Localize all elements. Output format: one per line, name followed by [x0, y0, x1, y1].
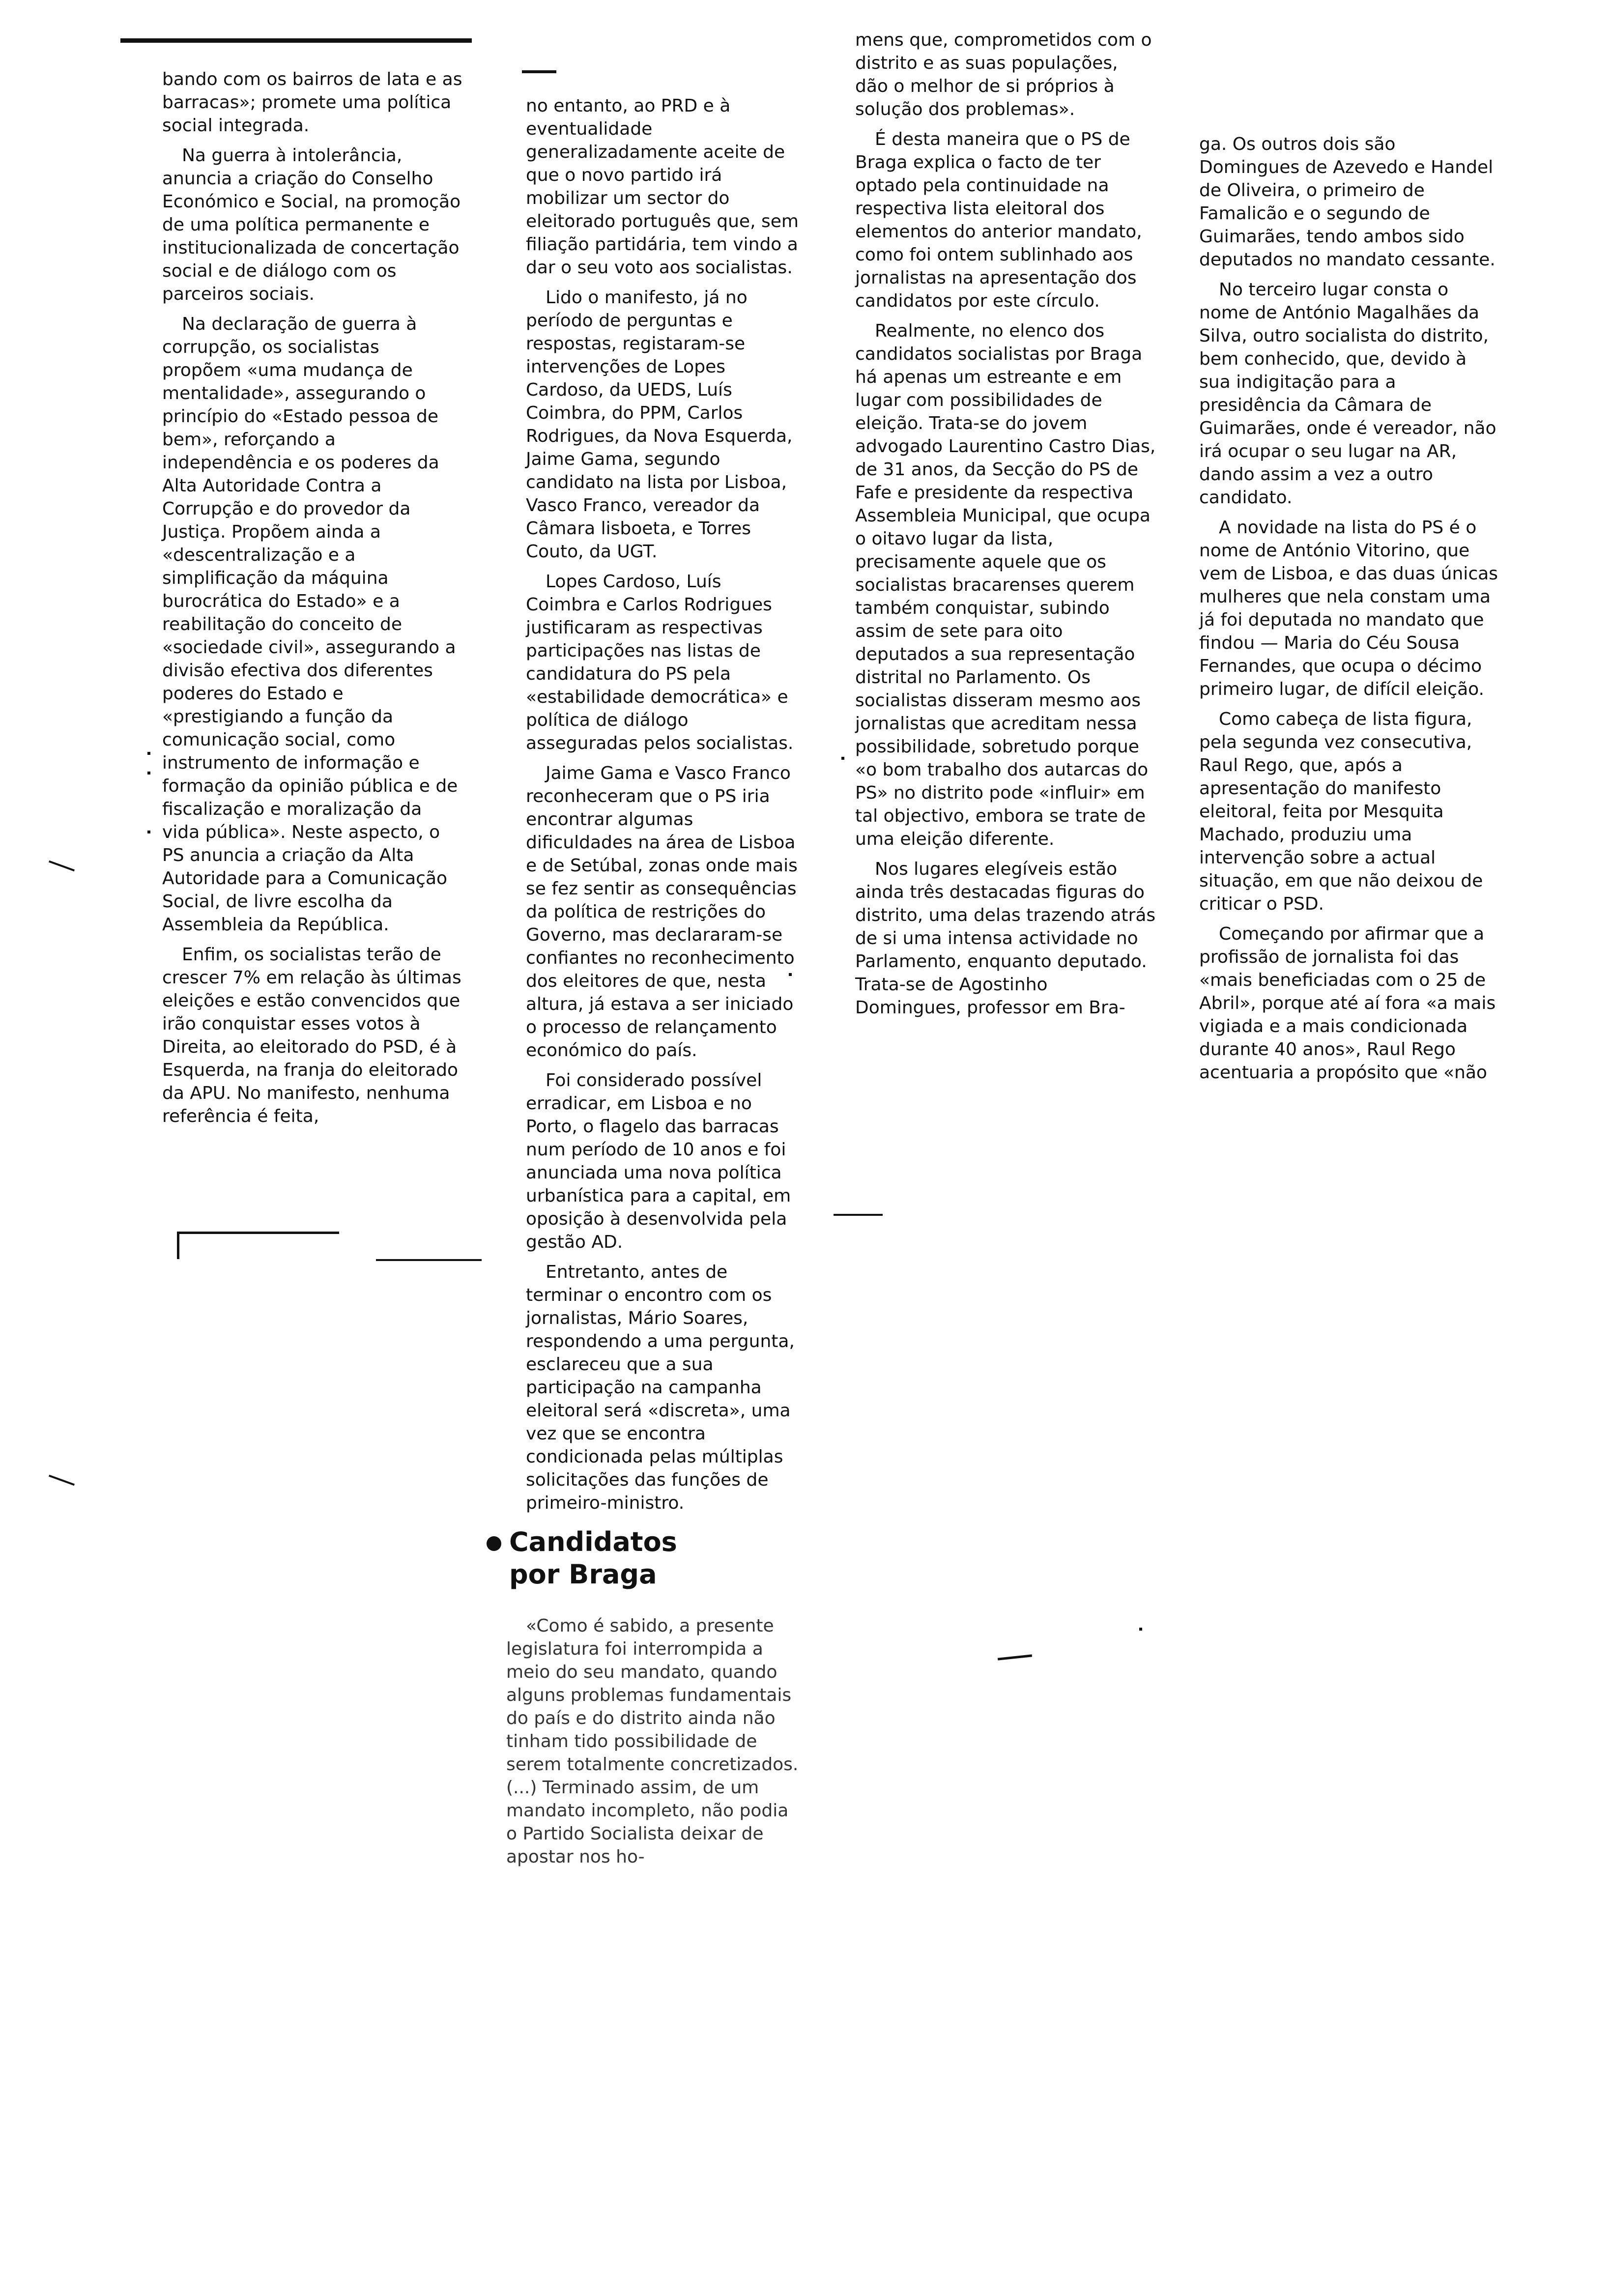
- bottom-rule-col1: [177, 1232, 339, 1234]
- paragraph: Foi considerado possível erradicar, em Lisboa e no Porto, o flagelo das barracas num período de 10 anos e foi anunciada uma nova política urbanística para a capital, em oposição à desenvolvida pela gestão AD.: [526, 1070, 791, 1252]
- paragraph: Nos lugares elegíveis estão ainda três destacadas figuras do distrito, uma delas trazendo atrás de si uma intensa actividade no Parlamento, enquanto deputado. Trata-se de Agostinho Domingues, professor em Bra-: [855, 859, 1156, 1018]
- paragraph: Realmente, no elenco dos candidatos socialistas por Braga há apenas um estreante e em lugar com possibilidades de eleição. Trata-se do jovem advogado Laurentino Castro Dias, de 31 anos, da Secção do PS de Fafe e presidente da respectiva Assembleia Municipal, que ocupa o oitavo lugar da lista, precisamente aquele que os socialistas bracarenses querem também conquistar, subindo assim de sete para oito deputados a sua representação distrital no Parlamento. Os socialistas disseram mesmo aos jornalistas que acreditam nessa possibilidade, sobretudo porque «o bom trabalho dos autarcas do PS» no distrito pode «influir» em tal objectivo, embora se trate de uma eleição diferente.: [855, 321, 1156, 849]
- paragraph: ga. Os outros dois são Domingues de Azevedo e Handel de Oliveira, o primeiro de Famalicão e o segundo de Guimarães, tendo ambos sido deputados no mandato cessante.: [1199, 134, 1496, 270]
- top-rule: [120, 38, 472, 43]
- article-column-3: [855, 29, 1156, 1026]
- margin-mark: [841, 757, 844, 760]
- dash-mark: [522, 70, 556, 73]
- margin-mark: [49, 1475, 75, 1486]
- subheading-line-1: Candidatos: [509, 1526, 677, 1557]
- bottom-rule-col3: [834, 1214, 883, 1216]
- bracket-mark: [177, 1232, 179, 1259]
- bottom-rule-col2: [376, 1259, 482, 1261]
- paragraph: Na declaração de guerra à corrupção, os socialistas propõem «uma mudança de mentalidade», assegurando o princípio do «Estado pessoa de bem», reforçando a independência e os poderes da Alta Autoridade Contra a Corrupção e do provedor da Justiça. Propõem ainda a «descentralização e a simplificação da máquina burocrática do Estado» e a reabilitação do conceito de «sociedade civil», assegurando a divisão efectiva dos diferentes poderes do Estado e «prestigiando a função da comunicação social, como instrumento de informação e formação da opinião pública e de fiscalização e moralização da vida pública». Neste aspecto, o PS anuncia a criação da Alta Autoridade para a Comunicação Social, de livre escolha da Assembleia da República.: [162, 314, 458, 935]
- paragraph: Lido o manifesto, já no período de perguntas e respostas, registaram-se intervenções de Lopes Cardoso, da UEDS, Luís Coimbra, do PPM, Carlos Rodrigues, da Nova Esquerda, Jaime Gama, segundo candidato na lista por Lisboa, Vasco Franco, vereador da Câmara lisboeta, e Torres Couto, da UGT.: [526, 287, 793, 562]
- subheading: [487, 1526, 801, 1591]
- paragraph: Entretanto, antes de terminar o encontro com os jornalistas, Mário Soares, respondendo a uma pergunta, esclareceu que a sua participação na campanha eleitoral será «discreta», uma vez que se encontra condicionada pelas múltiplas solicitações das funções de primeiro-ministro.: [526, 1262, 795, 1513]
- margin-mark: [147, 772, 150, 775]
- dash-mark: [998, 1654, 1032, 1660]
- paragraph: Lopes Cardoso, Luís Coimbra e Carlos Rodrigues justificaram as respectivas participações nas listas de candidatura do PS pela «estabilidade democrática» e política de diálogo asseguradas pelos socialistas.: [526, 572, 794, 753]
- paragraph: É desta maneira que o PS de Braga explica o facto de ter optado pela continuidade na respectiva lista eleitoral dos elementos do anterior mandato, como foi ontem sublinhado aos jornalistas na apresentação dos candidatos por este círculo.: [855, 129, 1142, 311]
- paragraph: Jaime Gama e Vasco Franco reconheceram que o PS iria encontrar algumas dificuldades na área de Lisboa e de Setúbal, zonas onde mais se fez sentir as consequências da política de restrições do Governo, mas declararam-se confiantes no reconhecimento dos eleitores de que, nesta altura, já estava a ser iniciado o processo de relançamento económico do país.: [526, 763, 798, 1061]
- paragraph: Enfim, os socialistas terão de crescer 7% em relação às últimas eleições e estão convencidos que irão conquistar esses votos à Direita, ao eleitorado do PSD, é à Esquerda, na franja do eleitorado da APU. No manifesto, nenhuma referência é feita,: [162, 945, 461, 1126]
- paragraph: Começando por afirmar que a profissão de jornalista foi das «mais beneficiadas com o 25 de Abril», porque até aí fora «a mais vigiada e a mais condicionada durante 40 anos», Raul Rego acentuaria a propósito que «não: [1199, 924, 1496, 1083]
- paragraph: Na guerra à intolerância, anuncia a criação do Conselho Económico e Social, na promoção de uma política permanente e institucionalizada de concertação social e de diálogo com os parceiros sociais.: [162, 145, 461, 304]
- article-column-4: [1199, 133, 1500, 1091]
- paragraph: bando com os bairros de lata e as barracas»; promete uma política social integrada.: [162, 69, 462, 136]
- margin-mark: [147, 831, 150, 833]
- paragraph: «Como é sabido, a presente legislatura foi interrompida a meio do seu mandato, quando alguns problemas fundamentais do país e do distrito ainda não tinham tido possibilidade de serem totalmente concretizados. (...) Terminado assim, de um mandato incompleto, não podia o Partido Socialista deixar de apostar nos ho-: [506, 1616, 799, 1867]
- subheading-line-2: por Braga: [509, 1559, 657, 1590]
- paragraph: mens que, comprometidos com o distrito e as suas populações, dão o melhor de si próprios à solução dos problemas».: [855, 30, 1152, 119]
- quote-paragraph: [506, 1614, 801, 1875]
- paragraph: A novidade na lista do PS é o nome de António Vitorino, que vem de Lisboa, e das duas únicas mulheres que nela constam uma já foi deputada no mandato que findou — Maria do Céu Sousa Fernandes, que ocupa o décimo primeiro lugar, de difícil eleição.: [1199, 517, 1498, 699]
- dot-mark: [1139, 1628, 1142, 1631]
- article-column-2: [526, 94, 801, 1521]
- paragraph: No terceiro lugar consta o nome de António Magalhães da Silva, outro socialista do distrito, bem conhecido, que, devido à sua indigitação para a presidência da Câmara de Guimarães, onde é vereador, não irá ocupar o seu lugar na AR, dando assim a vez a outro candidato.: [1199, 280, 1497, 508]
- paragraph: no entanto, ao PRD e à eventualidade generalizadamente aceite de que o novo partido irá mobilizar um sector do eleitorado português que, sem filiação partidária, tem vindo a dar o seu voto aos socialistas.: [526, 96, 799, 278]
- margin-mark: [49, 861, 75, 872]
- margin-mark: [147, 752, 150, 755]
- article-column-1: [162, 68, 463, 1135]
- bullet-icon: [487, 1536, 501, 1551]
- paragraph: Como cabeça de lista figura, pela segunda vez consecutiva, Raul Rego, que, após a apresentação do manifesto eleitoral, feita por Mesquita Machado, produziu uma intervenção sobre a actual situação, em que não deixou de criticar o PSD.: [1199, 709, 1483, 914]
